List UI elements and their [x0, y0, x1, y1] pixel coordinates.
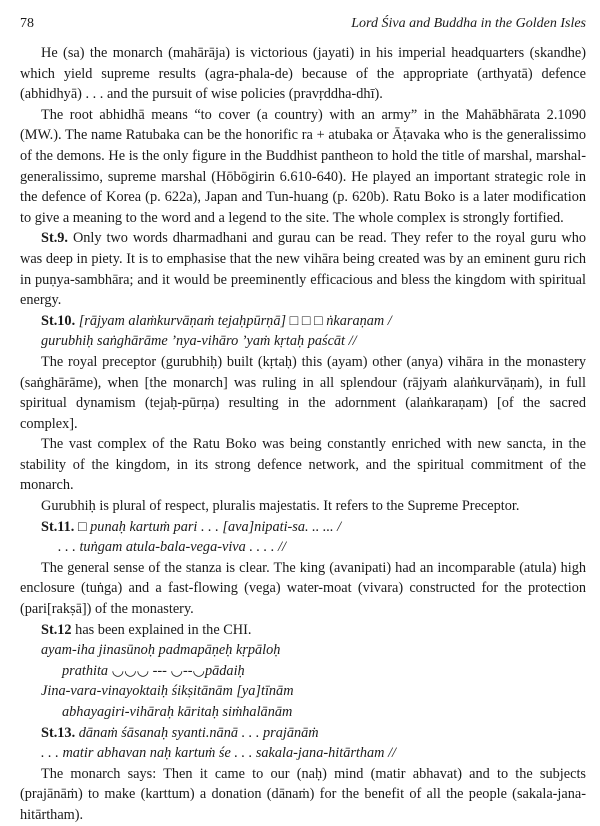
stanza-12-note [20, 620, 586, 641]
paragraph-root-abhidha: The root abhidhā means “to cover (a country) with an army” in the Mahābhārata 2.1090 (MW.). The name Ratubaka can be the honorific ra + atubaka or Āṭavaka who is the generalissimo of the demons. He is the only figure in the Buddhist pantheon to hold the title of marshal, marshal-generalissimo, supreme marshal (Hōbōgirin 6.610-640). He played an important strategic role in the defence of Korea (p. 622a), Japan and Tun-huang (p. 620b). Ratu Boko is a later modification to give a meaning to the word and a legend to the site. The whole complex is strongly fortified. [20, 106, 586, 226]
running-title: Lord Śiva and Buddha in the Golden Isles [351, 16, 586, 31]
page-header [20, 14, 586, 36]
page-number: 78 [20, 16, 34, 31]
stanza-13-line-1 [20, 723, 586, 744]
stanza-9-label: St.9. [41, 230, 69, 247]
verse-text-4: abhayagiri-vihāraḥ kāritaḥ siṁhalānām [62, 704, 293, 720]
verse-text-1: ayam-iha jinasūnoḥ padmapāṇeḥ kṛpāloḥ [41, 642, 281, 659]
paragraph-royal-preceptor: The royal preceptor (gurubhiḥ) built (kṛtaḥ) this (ayam) other (anya) vihāra in the monastery (saṅghārāme), when [the monarch] was ruling in all splendour (rājyaṁ alaṅkurvāṇaṁ), in full spiritual dynamism (tejaḥ-pūrṇa) resulting in the adornment (alaṅkaraṇam) [of the sacred complex]. [20, 353, 586, 432]
stanza-11-line-1 [20, 517, 586, 538]
stanza-13-line-2 [20, 743, 586, 764]
stanza-10-line-1 [20, 311, 586, 332]
verse-text-2: prathita ◡◡◡ --- ◡--◡pādaiḥ [62, 662, 245, 679]
stanza-9-commentary [20, 228, 586, 310]
verse-line-2 [20, 661, 586, 682]
stanza-10-verse-2: gurubhiḥ saṅghārāme ’nya-vihāro ’yaṁ kṛtaḥ paścāt // [41, 333, 357, 350]
paragraph-vast-complex: The vast complex of the Ratu Boko was being constantly enriched with new sancta, in the stability of the kingdom, in its strong defence network, and the spiritual commitment of the monarch. [20, 436, 586, 494]
stanza-10-verse-1: [rājyam alaṁkurvāṇaṁ tejaḥpūrṇā] □ □ □ ṅkaraṇam / [75, 312, 392, 329]
paragraph-general-sense: The general sense of the stanza is clear. The king (avanipati) had an incomparable (atula) high enclosure (tuṅga) and a fast-flowing (vega) water-moat (vivara) constructed for the protection (pari[rakṣā]) of the monastery. [20, 559, 586, 618]
stanza-11-verse-2: . . . tuṅgam atula-bala-vega-viva . . . . // [58, 539, 286, 556]
stanza-9-text: Only two words dharmadhani and gurau can be read. They refer to the royal guru who was deep in piety. It is to emphasise that the new vihāra being created was by an eminent guru rich in puṇya-sambhāra; and it would be preeminently efficacious and bless the kingdom with spiritual energy. [20, 230, 586, 309]
stanza-13-verse-2: . . . matir abhavan naḥ kartuṁ śe . . . sakala-jana-hitārtham // [41, 745, 397, 762]
verse-line-1 [20, 640, 586, 661]
paragraph-gurubhih: Gurubhiḥ is plural of respect, pluralis majestatis. It refers to the Supreme Preceptor. [41, 498, 520, 515]
stanza-11-verse-1: □ punaḥ kartuṁ pari . . . [ava]nipati-sa. .. ... / [74, 518, 342, 535]
verse-line-3 [20, 681, 586, 702]
stanza-10-line-2 [20, 331, 586, 352]
stanza-12-label: St.12 [41, 621, 72, 638]
stanza-13-verse-1: dānaṁ śāsanaḥ syanti.nānā . . . prajānāṁ [75, 724, 319, 741]
verse-text-3: Jina-vara-vinayoktaiḥ śikṣitānām [ya]tīnām [41, 683, 294, 700]
stanza-10-label: St.10. [41, 312, 76, 329]
paragraph-victorious-monarch: He (sa) the monarch (mahārāja) is victorious (jayati) in his imperial headquarters (skandhe) which yield supreme results (agra-phala-de) because of the appropriate (arthyatā) defence (abhidhyā) . . . and the pursuit of wise policies (pravṛddha-dhī). [20, 45, 586, 103]
verse-line-4 [20, 702, 586, 723]
stanza-13-label: St.13. [41, 724, 76, 741]
paragraph-monarch-says: The monarch says: Then it came to our (naḥ) mind (matir abhavat) and to the subjects (prajānāṁ) to make (karttum) a donation (dānaṁ) for the benefit of all the people (sakala-jana-hitārtham). [20, 765, 586, 823]
stanza-11-label: St.11. [41, 518, 75, 535]
stanza-12-text: has been explained in the CHI. [71, 621, 252, 638]
stanza-11-line-2 [20, 537, 586, 558]
